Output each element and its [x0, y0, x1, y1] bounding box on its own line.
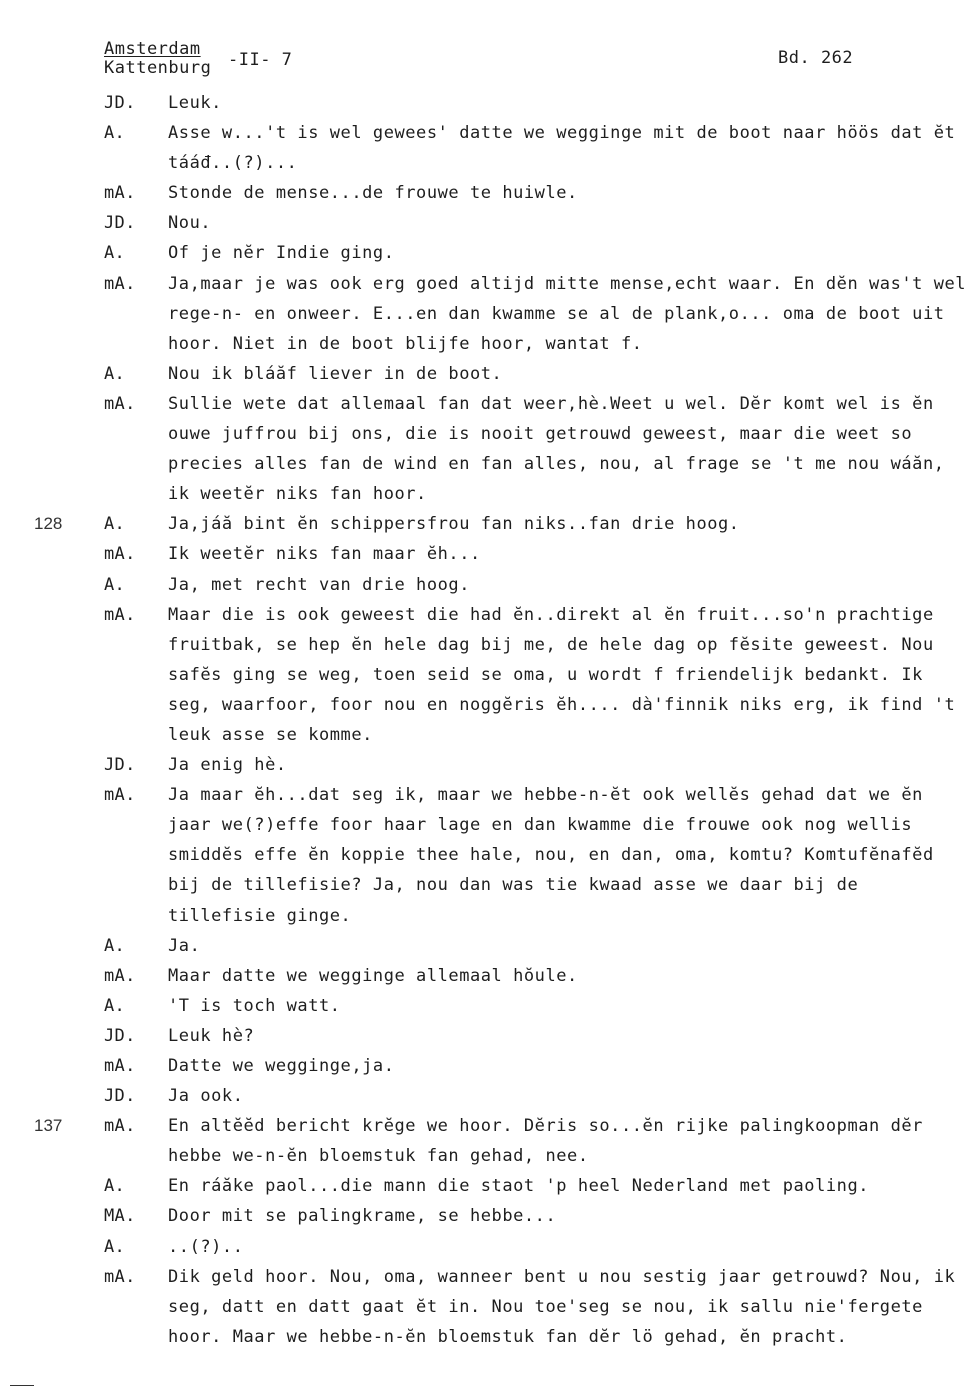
utterance-text: Ja enig hè.: [168, 755, 287, 776]
utterance-text: Ja, met recht van drie hoog.: [168, 574, 470, 595]
speaker-label: JD.: [104, 93, 136, 113]
utterance-text: Ja maar ĕh...dat seg ik, maar we hebbe-n-ĕt ook wellĕs gehad dat we ĕn jaar we(?)effe foor haar lage en dan kwamme die frouwe ook nog wellis smiddĕs effe ĕn koppie thee hale, nou, en dan, oma, komtu? Komtufĕnafĕd bij de tillefisie? Ja, nou dan was tie kwaad asse we daar bij de tillefisie ginge.: [168, 785, 934, 926]
utterance-text: Nou.: [168, 213, 212, 234]
transcript-entry: [0, 780, 979, 930]
transcript-entry: [0, 539, 979, 569]
utterance-text: Ja,jáă bint ĕn schippersfrou fan niks..fan drie hoog.: [168, 514, 740, 535]
speaker-label: mA.: [104, 183, 136, 204]
utterance-text: Of je nĕr Indie ging.: [168, 243, 395, 264]
speaker-label: A.: [104, 1176, 126, 1197]
transcript-entry: [0, 750, 979, 780]
transcript-entry: [0, 208, 979, 238]
transcript-entry: [0, 1232, 979, 1262]
speaker-label: mA.: [104, 273, 136, 294]
transcript-entry: [0, 570, 979, 600]
utterance-text: Leuk.: [168, 93, 222, 113]
utterance-text: Ja.: [168, 935, 201, 956]
volume-reference: Bd. 262: [778, 48, 854, 68]
speaker-label: mA.: [104, 1056, 136, 1076]
transcript-entry: [0, 1171, 979, 1201]
transcript-entry: [0, 1051, 979, 1081]
utterance-text: Ik weetĕr niks fan maar ĕh...: [168, 544, 481, 565]
utterance-text: Datte we wegginge,ja.: [168, 1056, 395, 1076]
speaker-label: A.: [104, 243, 126, 264]
utterance-text: Nou ik bláăf liever in de boot.: [168, 363, 503, 384]
speaker-label: JD.: [104, 213, 136, 234]
speaker-label: mA.: [104, 1266, 136, 1287]
utterance-text: Sullie wete dat allemaal fan dat weer,hè.Weet u wel. Dĕr komt wel is ĕn ouwe juffrou bij ons, die is nooit getrouwd geweest, maar die weet so precies alles fan de wind en fan alles, nou, al frage se 't me nou wáăn, ik weetĕr niks fan hoor.: [168, 393, 945, 505]
footer-rule: [10, 1385, 34, 1386]
speaker-label: mA.: [104, 965, 136, 986]
speaker-label: mA.: [104, 785, 136, 806]
transcript-entry: [0, 269, 979, 359]
line-number: 137: [34, 1116, 63, 1136]
speaker-label: A.: [104, 935, 126, 956]
transcript-entry: [0, 991, 979, 1021]
transcript-body: [0, 88, 979, 1352]
line-number: 128: [34, 514, 63, 534]
utterance-text: Dik geld hoor. Nou, oma, wanneer bent u nou sestig jaar getrouwd? Nou, ik seg, datt en datt gaat ĕt in. Nou toe'seg se nou, ik sallu nie'fergete hoor. Maar we hebbe-n-ĕn bloemstuk fan dĕr lö gehad, ĕn pracht.: [168, 1266, 956, 1347]
speaker-label: MA.: [104, 1206, 136, 1227]
speaker-label: JD.: [104, 1025, 136, 1046]
utterance-text: En ráăke paol...die mann die staot 'p heel Nederland met paoling.: [168, 1176, 870, 1197]
transcript-entry: [0, 238, 979, 268]
utterance-text: Ja ook.: [168, 1086, 244, 1107]
utterance-text: Asse w...'t is wel gewees' datte we wegginge mit de boot naar höös dat ĕt tááđ..(?)...: [168, 123, 956, 174]
speaker-label: mA.: [104, 1116, 136, 1137]
utterance-text: Ja,maar je was ook erg goed altijd mitte mense,echt waar. En dĕn was't wel rege-n- en onweer. E...en dan kwamme se al de plank,o... oma de boot uit hoor. Niet in de boot blijfe hoor, wantat f.: [168, 273, 967, 354]
utterance-text: Leuk hè?: [168, 1025, 255, 1046]
transcript-entry: [0, 600, 979, 750]
place-name: Amsterdam: [104, 39, 201, 59]
speaker-label: A.: [104, 363, 126, 384]
transcript-entry: [0, 961, 979, 991]
utterance-text: Door mit se palingkrame, se hebbe...: [168, 1206, 557, 1227]
utterance-text: Stonde de mense...de frouwe te huiwle.: [168, 183, 578, 204]
speaker-label: mA.: [104, 393, 136, 414]
transcript-entry: [0, 88, 979, 118]
transcript-entry: [0, 1081, 979, 1111]
transcript-entry: [0, 931, 979, 961]
speaker-label: mA.: [104, 604, 136, 625]
transcript-entry: [0, 509, 979, 539]
transcript-entry: [0, 359, 979, 389]
utterance-text: ..(?)..: [168, 1236, 244, 1257]
utterance-text: En altĕĕd bericht krĕge we hoor. Dĕris so...ĕn rijke palingkoopman dĕr hebbe we-n-ĕn bloemstuk fan gehad, nee.: [168, 1116, 923, 1167]
transcript-entry: [0, 1021, 979, 1051]
transcript-entry: [0, 178, 979, 208]
speaker-label: A.: [104, 1236, 126, 1257]
speaker-label: JD.: [104, 755, 136, 776]
speaker-label: mA.: [104, 544, 136, 565]
speaker-label: A.: [104, 574, 126, 595]
page-number: -II- 7: [228, 50, 293, 70]
speaker-label: A.: [104, 123, 126, 144]
transcript-entry: [0, 1262, 979, 1352]
utterance-text: Maar datte we wegginge allemaal hŏule.: [168, 965, 578, 986]
transcript-entry: [0, 389, 979, 509]
speaker-label: A.: [104, 995, 126, 1016]
subplace-name: Kattenburg: [104, 58, 212, 78]
utterance-text: 'T is toch watt.: [168, 995, 341, 1016]
speaker-label: JD.: [104, 1086, 136, 1107]
location-header: [104, 40, 211, 78]
transcript-entry: [0, 1111, 979, 1171]
transcript-entry: [0, 1201, 979, 1231]
utterance-text: Maar die is ook geweest die had ĕn..direkt al ĕn fruit...so'n prachtige fruitbak, se hep ĕn hele dag bij me, de hele dag op fĕsite geweest. Nou safĕs ging se weg, toen seid se oma, u wordt f friendelijk bedankt. Ik seg, waarfoor, foor nou en noggĕris ĕh.... dà'finnik niks erg, ik find 't leuk asse se komme.: [168, 604, 956, 745]
transcript-entry: [0, 118, 979, 178]
speaker-label: A.: [104, 514, 126, 535]
